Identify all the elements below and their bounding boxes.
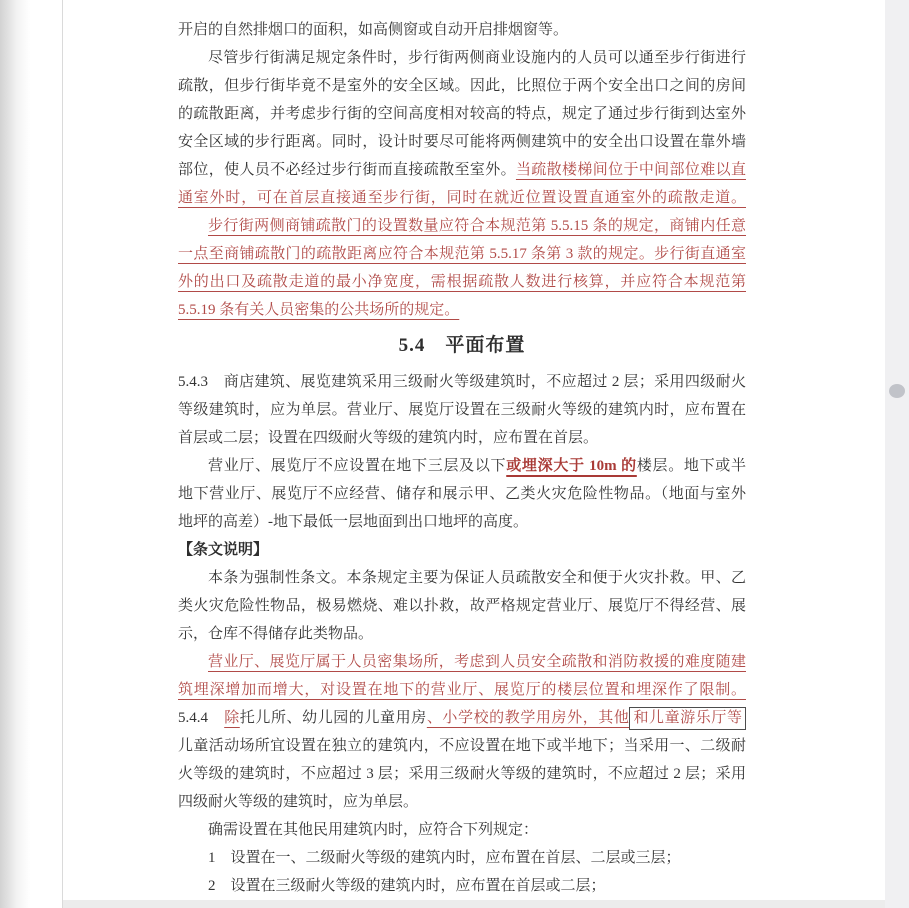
scrollbar-thumb-icon[interactable] xyxy=(889,384,905,398)
document-page xyxy=(63,0,885,900)
text-run: 除 xyxy=(224,710,240,726)
text-run: 部位，使人员不必经过步行街而直接疏散至室外。 xyxy=(178,162,516,178)
text-line xyxy=(178,16,746,44)
text-run: 5.4 平面布置 xyxy=(398,335,526,356)
text-line xyxy=(178,760,746,788)
text-run: 托儿所、幼儿园的儿童用房 xyxy=(239,710,427,726)
text-run: 、小学校的教学用房外，其他 xyxy=(426,710,630,726)
section-heading xyxy=(178,324,746,368)
text-line xyxy=(178,592,746,620)
text-run: 首层或二层；设置在四级耐火等级的建筑内时，应布置在首层。 xyxy=(178,430,599,446)
text-run: 类火灾危险性物品，极易燃烧、难以扑救，故严格规定营业厅、展览厅不得经营、展 xyxy=(178,598,746,614)
text-line xyxy=(178,676,746,704)
page-bottom-gap xyxy=(63,900,885,908)
text-line xyxy=(178,240,746,268)
text-line xyxy=(178,100,746,128)
text-line xyxy=(178,212,746,240)
text-run: 营业厅、展览厅不应设置在地下三层及以下 xyxy=(208,458,507,474)
text-line xyxy=(178,816,746,844)
text-line xyxy=(178,480,746,508)
text-line xyxy=(178,396,746,424)
text-line xyxy=(178,508,746,536)
boxed-revision-text: 和儿童游乐厅等 xyxy=(629,707,746,730)
text-run: 等级建筑时，应为单层。营业厅、展览厅设置在三级耐火等级的建筑内时，应布置在 xyxy=(178,402,746,418)
text-line xyxy=(178,704,746,732)
scrollbar-track[interactable] xyxy=(885,0,909,908)
text-line xyxy=(178,44,746,72)
text-run: 火等级的建筑时，不应超过 3 层；采用三级耐火等级的建筑时，不应超过 2 层；采用 xyxy=(178,766,746,782)
text-run: 【条文说明】 xyxy=(178,542,269,558)
text-run: 儿童活动场所宜设置在独立的建筑内，不应设置在地下或半地下；当采用一、二级耐 xyxy=(178,738,746,754)
text-run: 本条为强制性条文。本条规定主要为保证人员疏散安全和便于火灾扑救。甲、乙 xyxy=(208,570,746,586)
document-text xyxy=(178,16,746,900)
text-run: 楼层。地下或半 xyxy=(636,458,746,474)
text-line xyxy=(178,648,746,676)
text-run: 四级耐火等级的建筑时，应为单层。 xyxy=(178,794,419,810)
text-run: 筑埋深增加而增大，对设置在地下的营业厅、展览厅的楼层位置和埋深作了限制。 xyxy=(178,682,746,698)
text-run: 一点至商铺疏散门的疏散距离应符合本规范第 5.5.17 条第 3 款的规定。步行街直通室 xyxy=(178,246,746,262)
text-run: 尽管步行街满足规定条件时，步行街两侧商业设施内的人员可以通至步行街进行 xyxy=(208,50,746,66)
text-line xyxy=(178,536,746,564)
text-line xyxy=(178,184,746,212)
text-line xyxy=(178,368,746,396)
text-line xyxy=(178,72,746,100)
text-run: 2 设置在三级耐火等级的建筑内时，应布置在首层或二层； xyxy=(208,878,606,894)
text-run: 疏散，但步行街毕竟不是室外的安全区域。因此，比照位于两个安全出口之间的房间 xyxy=(178,78,746,94)
text-run: 确需设置在其他民用建筑内时，应符合下列规定： xyxy=(208,822,539,838)
text-run: 地坪的高差）-地下最低一层地面到出口地坪的高度。 xyxy=(178,514,528,530)
text-line xyxy=(178,452,746,480)
text-line xyxy=(178,156,746,184)
text-line xyxy=(178,620,746,648)
text-run: 5.4.3 商店建筑、展览建筑采用三级耐火等级建筑时，不应超过 2 层；采用四级耐火 xyxy=(178,374,746,390)
text-line xyxy=(178,424,746,452)
text-run: 当疏散楼梯间位于中间部位难以直 xyxy=(515,162,746,178)
text-run: 开启的自然排烟口的面积，如高侧窗或自动开启排烟窗等。 xyxy=(178,22,569,38)
text-run: 5.4.4 xyxy=(178,710,225,726)
text-run: 地下营业厅、展览厅不应经营、储存和展示甲、乙类火灾危险性物品。（地面与室外 xyxy=(178,486,746,502)
text-line xyxy=(178,844,746,872)
text-run: 外的出口及疏散走道的最小净宽度，需根据疏散人数进行核算，并应符合本规范第 xyxy=(178,274,746,290)
text-run: 通室外时，可在首层直接通至步行街，同时在就近位置设置直通室外的疏散走道。 xyxy=(178,190,746,206)
text-line xyxy=(178,872,746,900)
text-line xyxy=(178,268,746,296)
text-line xyxy=(178,128,746,156)
text-line xyxy=(178,296,746,324)
text-run: 安全区域的步行距离。同时，设计时要尽可能将两侧建筑中的安全出口设置在靠外墙 xyxy=(178,134,746,150)
text-run: 示，仓库不得储存此类物品。 xyxy=(178,626,374,642)
text-run: 的疏散距离，并考虑步行街的空间高度相对较高的特点，规定了通过步行街到达室外 xyxy=(178,106,746,122)
viewer-left-shadow xyxy=(0,0,30,908)
text-line xyxy=(178,788,746,816)
text-run: 5.5.19 条有关人员密集的公共场所的规定。 xyxy=(178,302,460,318)
text-run: 步行街两侧商铺疏散门的设置数量应符合本规范第 5.5.15 条的规定，商铺内任意 xyxy=(208,218,746,234)
text-run: 或埋深大于 10m 的 xyxy=(506,458,637,474)
text-run: 1 设置在一、二级耐火等级的建筑内时，应布置在首层、二层或三层； xyxy=(208,850,681,866)
text-line xyxy=(178,732,746,760)
text-line xyxy=(178,564,746,592)
text-run: 营业厅、展览厅属于人员密集场所，考虑到人员安全疏散和消防救援的难度随建 xyxy=(208,654,746,670)
